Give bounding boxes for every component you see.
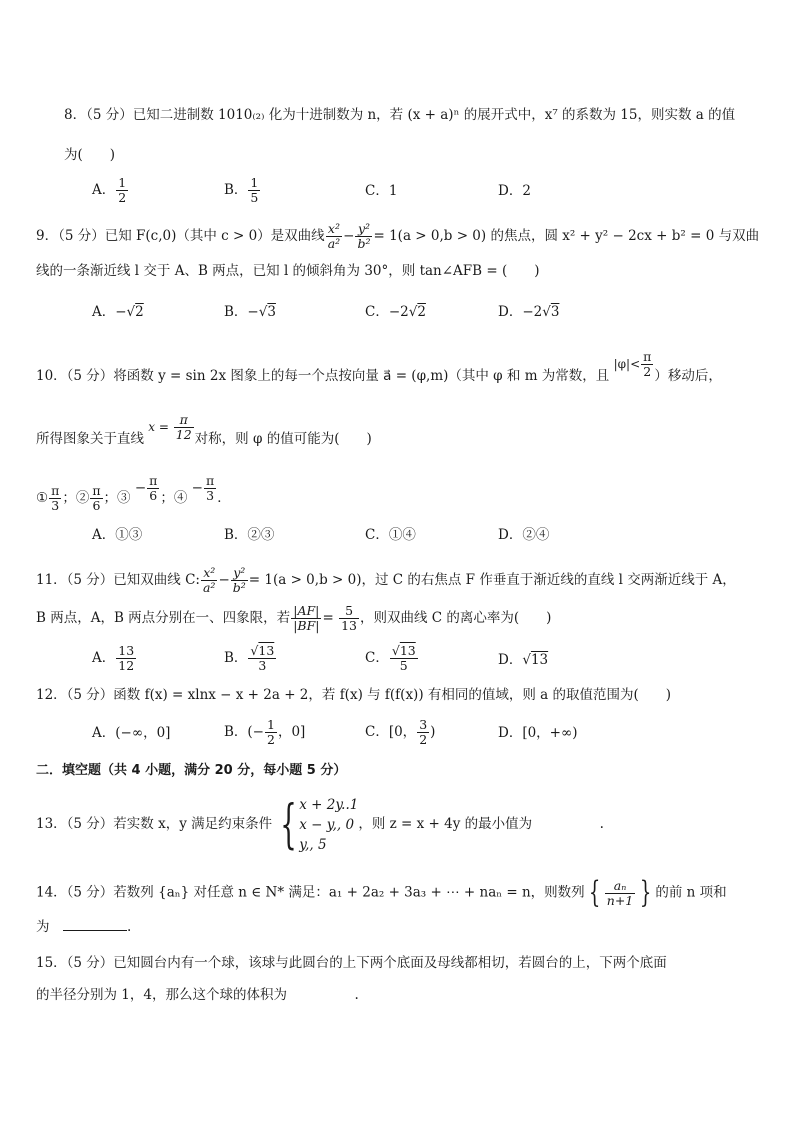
q9-stem-line2: 线的一条渐近线 l 交于 A、B 两点，已知 l 的倾斜角为 30°，则 tan∠AFB = ( ) — [36, 263, 540, 279]
q10-stem-line2 — [36, 412, 372, 454]
q10-phi-condition: |φ|< $\frac{\pi}{2}$ — [613, 349, 652, 379]
q12-option-b: B．(− $\frac{1}{2}$ ，0] — [224, 717, 306, 747]
q10-stem-text-a: 10．（5 分）将函数 y = sin 2x 图象上的每一个点按向量 a⃗ = (φ,m)（其中 φ 和 m 为常数，且 — [36, 368, 610, 384]
q9-option-c: C．−2√2 — [365, 304, 426, 320]
q9-fraction-y2-b2: $\frac{\text{y²}}{\text{b²}}$ — [357, 221, 371, 251]
q14-left-brace: { — [588, 875, 600, 910]
q9-option-d: D．−2√3 — [498, 304, 560, 320]
q13-stem — [36, 794, 604, 855]
q11-stem-text-a: 11．（5 分）已知双曲线 C: — [36, 572, 200, 588]
q13-stem-text-b: ，则 z = x + 4y 的最小值为 . — [358, 816, 604, 832]
q14-stem-text-b: 的前 n 项和 — [655, 884, 727, 901]
q10-line-equation: x = $\frac{\pi}{12}$ — [148, 412, 192, 442]
q8-stem-line1 — [64, 106, 735, 124]
q10-stem-line1 — [36, 349, 722, 391]
q11-option-d: D．√13 — [498, 652, 549, 668]
q8-option-a: A． $\frac{1}{2}$ — [92, 175, 127, 205]
q15-stem-line1: 15．（5 分）已知圆台内有一个球，该球与此圆台的上下两个底面及母线都相切，若圆台的上，下两个底面 — [36, 955, 667, 971]
q10-option-a: A．①③ — [92, 527, 143, 543]
q9-option-b: B．−√3 — [224, 304, 276, 320]
q13-stem-text-a: 13．（5 分）若实数 x，y 满足约束条件 — [36, 816, 273, 832]
q11-stem-line1: 11．（5 分）已知双曲线 C: $\frac{\text{x²}}{\text{a²}}$ − $\frac{\text{y²}}{\text{b²}}$ = 1(a > 0,b > 0)，过 C 的右焦点 F 作垂直于渐近线的直线 l 交两渐近线于 A， — [36, 565, 736, 595]
q8-option-b: B． $\frac{1}{5}$ — [224, 175, 259, 205]
q14-stem-text-c: 为 — [36, 919, 50, 935]
q14-answer-blank[interactable] — [63, 918, 127, 931]
q9-stem-line1: 9．（5 分）已知 F(c,0)（其中 c > 0）是双曲线 $\frac{\text{x²}}{\text{a²}}$ − $\frac{\text{y²}}{\text{b²}}$ = 1(a > 0,b > 0) 的焦点，圆 x² + y² − 2cx + b² = 0 与双曲 — [36, 221, 760, 251]
q9-stem-text-a: 9．（5 分）已知 F(c,0)（其中 c > 0）是双曲线 — [36, 228, 325, 244]
q10-option-b: B．②③ — [224, 527, 275, 543]
q13-constraints — [299, 795, 358, 855]
q9-stem-text-b: = 1(a > 0,b > 0) 的焦点，圆 x² + y² − 2cx + b² = 0 与双曲 — [373, 228, 760, 244]
q14-stem-text-d: . — [127, 919, 132, 935]
q11-stem-line2: B 两点，A，B 两点分别在一、四象限，若 $\frac{|AF|}{|BF|}$ = $\frac{5}{13}$ ，则双曲线 C 的离心率为( ) — [36, 603, 552, 633]
q14-stem-text-a: 14．（5 分）若数列 {aₙ} 对任意 n ∈ N* 满足：a₁ + 2a₂ + 3a₃ + ⋯ + naₙ = n，则数列 — [36, 884, 585, 901]
q11-ratio: $\frac{|AF|}{|BF|}$ — [293, 603, 320, 633]
q13-brace: { — [280, 794, 297, 855]
q8-stem-line2: 为( ) — [64, 147, 116, 163]
q11-option-c: C． $\frac{√13}{5}$ — [365, 643, 416, 673]
q11-option-a: A． $\frac{13}{12}$ — [92, 643, 135, 673]
q14-stem-line1 — [36, 876, 727, 910]
q13-constraint-3: y,, 5 — [299, 836, 327, 853]
q12-option-c: C．[0， $\frac{3}{2}$ ) — [365, 717, 436, 747]
q8-option-d: D．2 — [498, 183, 531, 199]
q10-option-d: D．②④ — [498, 527, 550, 543]
q12-stem-line1: 12．（5 分）函数 f(x) = xlnx − x + 2a + 2，若 f(x) 与 f(f(x)) 有相同的值域，则 a 的取值范围为( ) — [36, 687, 672, 703]
q8-option-c: C．1 — [365, 183, 398, 199]
q14-right-brace: } — [640, 875, 652, 910]
q10-stem-text-c: ）移动后， — [654, 368, 722, 384]
q13-constraint-2: x − y,, 0 — [299, 816, 355, 833]
q8-stem-text: 8．（5 分）已知二进制数 1010₍₂₎ 化为十进制数为 n，若 (x + a)ⁿ 的展开式中，x⁷ 的系数为 15，则实数 a 的值 — [64, 107, 736, 123]
q12-option-d: D．[0，+∞) — [498, 725, 578, 741]
q9-fraction-x2-a2: $\frac{\text{x²}}{\text{a²}}$ — [327, 221, 341, 251]
q10-stem-text-d: 所得图象关于直线 — [36, 431, 144, 447]
q10-option-c: C．①④ — [365, 527, 416, 543]
q11-option-b: B． $\frac{√13}{3}$ — [224, 643, 275, 673]
q14-stem-line2 — [36, 918, 131, 936]
q14-fraction: $\frac{\text{aₙ}}{n+1}$ — [606, 877, 634, 908]
q11-stem-text-b: = 1(a > 0,b > 0)，过 C 的右焦点 F 作垂直于渐近线的直线 l 交两渐近线于 A， — [248, 572, 736, 588]
q10-choices-line: ① $\frac{\pi}{3}$ ；② $\frac{\pi}{6}$ ；③ − $\frac{\pi}{6}$ ；④ − $\frac{\pi}{3}$ ． — [36, 473, 231, 513]
q11-stem-text-d: ，则双曲线 C 的离心率为( ) — [360, 610, 552, 626]
q13-constraint-1: x + 2y..1 — [299, 796, 359, 813]
section-title-fill-in: 二．填空题（共 4 小题，满分 20 分，每小题 5 分） — [36, 763, 347, 778]
q9-option-a: A．−√2 — [92, 304, 144, 320]
q11-stem-text-c: B 两点，A，B 两点分别在一、四象限，若 — [36, 610, 291, 626]
q15-stem-line2: 的半径分别为 1，4，那么这个球的体积为 . — [36, 987, 359, 1003]
q12-option-a: A．(−∞，0] — [92, 725, 171, 741]
q10-stem-text-e: 对称，则 φ 的值可能为( ) — [194, 431, 372, 447]
q10-phi-condition-text: |φ|< — [613, 357, 641, 371]
